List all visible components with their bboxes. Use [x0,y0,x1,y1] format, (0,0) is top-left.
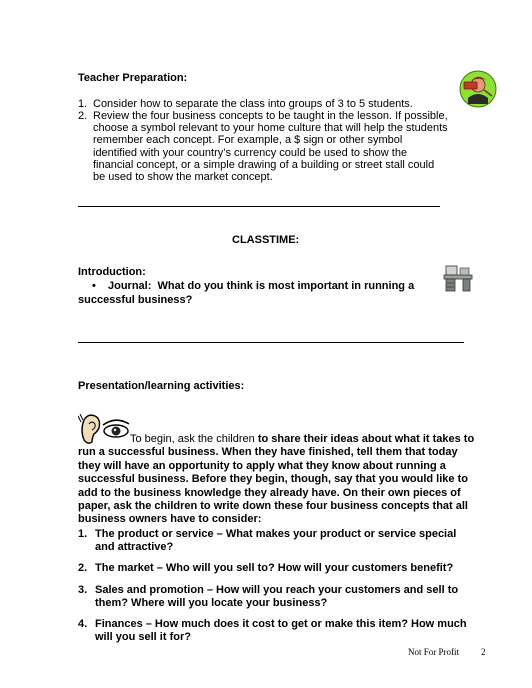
teacher-icon [458,68,498,108]
divider-1 [78,206,440,207]
prep-item-1-text: Consider how to separate the class into groups of 3 to 5 students. [93,98,413,110]
classtime-heading: CLASSTIME: [232,234,300,246]
concept-item-4-num: 4. [78,618,88,630]
footer-label: Not For Profit [408,647,460,657]
journal-question: What do you think is most important in running a successful business? [78,280,415,306]
journal-bullet: • [92,280,96,292]
journal-prompt [78,280,418,307]
paragraph-intro: To begin, ask the children [130,433,258,445]
prep-item-2-num: 2. [78,110,88,122]
concept-item-2 [78,562,478,575]
concept-item-4-text: Finances – How much does it cost to get or make this item? How much will you sell it for? [95,618,467,643]
presentation-paragraph [78,433,480,527]
prep-item-2-text: Review the four business concepts to be taught in the lesson. If possible, choose a symbol relevant to your home culture that will help the students remember each concept. For example, a $ sign or other symbol identified with your country’s currency could be used to show the financial concept, or a simple drawing of a building or street stall could be used to show the market concept. [93,110,448,184]
journal-label: Journal: [108,280,152,292]
concept-item-1 [78,528,478,554]
concept-item-3-text: Sales and promotion – How will you reach your customers and sell to them? Where will you locate your business? [95,584,459,609]
divider-2 [78,342,464,343]
introduction-heading: Introduction: [78,266,146,278]
desk-icon [442,262,476,294]
prep-item-1-num: 1. [78,98,88,110]
presentation-heading: Presentation/learning activities: [78,380,245,392]
concept-item-2-text: The market – Who will you sell to? How will your customers benefit? [95,562,454,574]
teacher-prep-heading: Teacher Preparation: [78,72,188,84]
page-number: 2 [481,647,486,657]
concept-item-2-num: 2. [78,562,88,574]
prep-item-2 [78,110,448,183]
paragraph-body: to share their ideas about what it takes to run a successful business. When they have finished, tell them that today they will have an opportunity to apply what they know about running a successful business. Before they begin, though, say that you would like to add to the business knowledge they already have. On their own pieces of paper, ask the children to write down these four business concepts that all business owners have to consider: [78,433,475,526]
concept-item-4 [78,618,478,644]
concept-item-1-text: The product or service – What makes your product or service special and attractive? [95,528,457,553]
concept-item-1-num: 1. [78,528,88,540]
concept-item-3-num: 3. [78,584,88,596]
concept-item-3 [78,584,478,610]
prep-item-1 [78,98,448,110]
